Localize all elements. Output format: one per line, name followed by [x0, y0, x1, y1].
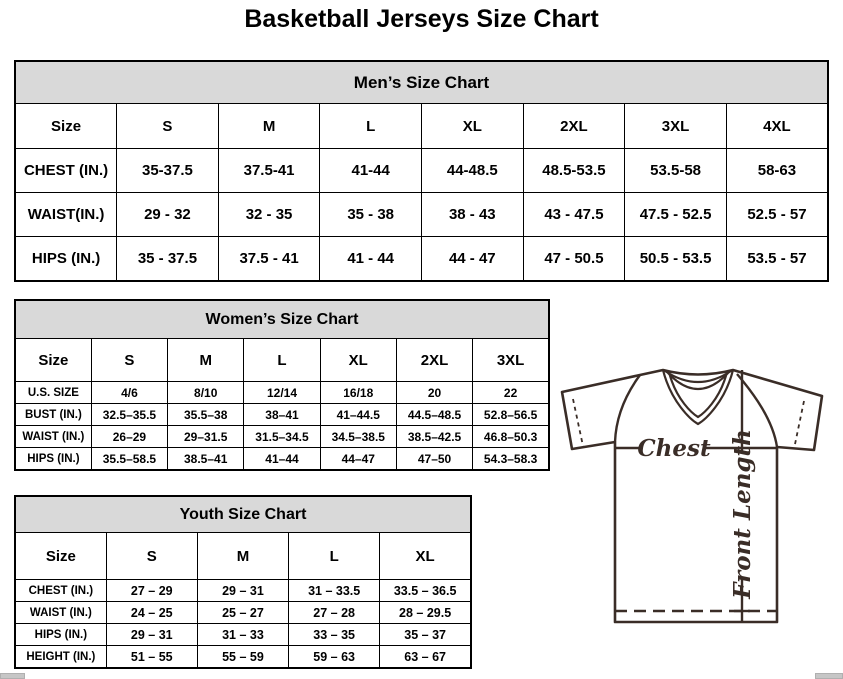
size-value: 16/18 [320, 382, 396, 404]
mens-size-chart-table [14, 60, 829, 282]
row-label: WAIST (IN.) [15, 602, 106, 624]
column-header: M [218, 104, 320, 149]
chart-title: Youth Size Chart [15, 496, 471, 533]
size-value: 59 – 63 [289, 646, 380, 669]
row-label: WAIST(IN.) [15, 193, 117, 237]
page-title: Basketball Jerseys Size Chart [244, 5, 599, 33]
column-header: XL [380, 533, 471, 580]
column-header-row [15, 339, 549, 382]
table-row [15, 149, 828, 193]
size-value: 44 - 47 [422, 237, 524, 282]
size-value: 29–31.5 [168, 426, 244, 448]
jersey-outline-shape [562, 370, 822, 622]
front-length-label: Front Length [729, 429, 756, 599]
size-value: 51 – 55 [106, 646, 197, 669]
size-value: 29 – 31 [106, 624, 197, 646]
size-value: 47.5 - 52.5 [625, 193, 727, 237]
column-header: S [91, 339, 167, 382]
table-row [15, 426, 549, 448]
size-value: 54.3–58.3 [473, 448, 549, 471]
youth-size-chart-table [14, 495, 472, 669]
size-value: 52.5 - 57 [726, 193, 828, 237]
size-value: 32.5–35.5 [91, 404, 167, 426]
column-header: M [168, 339, 244, 382]
size-value: 37.5 - 41 [218, 237, 320, 282]
size-value: 63 – 67 [380, 646, 471, 669]
row-label: U.S. SIZE [15, 382, 91, 404]
size-value: 35 - 38 [320, 193, 422, 237]
chest-label: Chest [637, 435, 711, 462]
size-value: 25 – 27 [197, 602, 288, 624]
womens-size-chart-table [14, 299, 550, 471]
row-label: CHEST (IN.) [15, 149, 117, 193]
column-header: 3XL [473, 339, 549, 382]
table-row [15, 602, 471, 624]
column-header: 4XL [726, 104, 828, 149]
size-value: 26–29 [91, 426, 167, 448]
size-value: 4/6 [91, 382, 167, 404]
table-row [15, 382, 549, 404]
size-value: 53.5 - 57 [726, 237, 828, 282]
size-value: 41-44 [320, 149, 422, 193]
size-value: 27 – 29 [106, 580, 197, 602]
row-label: HIPS (IN.) [15, 237, 117, 282]
column-header: XL [320, 339, 396, 382]
size-value: 50.5 - 53.5 [625, 237, 727, 282]
column-header: L [320, 104, 422, 149]
row-label: CHEST (IN.) [15, 580, 106, 602]
size-value: 38 - 43 [422, 193, 524, 237]
size-value: 24 – 25 [106, 602, 197, 624]
row-label: HEIGHT (IN.) [15, 646, 106, 669]
table-row [15, 580, 471, 602]
row-label: HIPS (IN.) [15, 448, 91, 471]
size-value: 43 - 47.5 [523, 193, 625, 237]
size-value: 48.5-53.5 [523, 149, 625, 193]
size-value: 33.5 – 36.5 [380, 580, 471, 602]
column-header: 3XL [625, 104, 727, 149]
size-value: 52.8–56.5 [473, 404, 549, 426]
size-value: 22 [473, 382, 549, 404]
horizontal-scrollbar-left-segment[interactable] [0, 673, 25, 679]
size-value: 27 – 28 [289, 602, 380, 624]
size-value: 44–47 [320, 448, 396, 471]
size-value: 37.5-41 [218, 149, 320, 193]
column-header: Size [15, 339, 91, 382]
size-value: 32 - 35 [218, 193, 320, 237]
column-header: S [106, 533, 197, 580]
column-header: S [117, 104, 219, 149]
chart-title: Women’s Size Chart [15, 300, 549, 339]
column-header: L [244, 339, 320, 382]
table-row [15, 448, 549, 471]
table-row [15, 237, 828, 282]
row-label: WAIST (IN.) [15, 426, 91, 448]
size-value: 31 – 33 [197, 624, 288, 646]
size-value: 31.5–34.5 [244, 426, 320, 448]
size-value: 12/14 [244, 382, 320, 404]
column-header: Size [15, 533, 106, 580]
chart-title: Men’s Size Chart [15, 61, 828, 104]
size-value: 28 – 29.5 [380, 602, 471, 624]
table-row [15, 404, 549, 426]
size-value: 46.8–50.3 [473, 426, 549, 448]
size-value: 8/10 [168, 382, 244, 404]
size-value: 29 – 31 [197, 580, 288, 602]
column-header: 2XL [523, 104, 625, 149]
size-value: 47 - 50.5 [523, 237, 625, 282]
size-value: 44.5–48.5 [396, 404, 472, 426]
size-value: 44-48.5 [422, 149, 524, 193]
size-value: 41–44 [244, 448, 320, 471]
size-value: 35-37.5 [117, 149, 219, 193]
size-value: 35.5–38 [168, 404, 244, 426]
size-value: 31 – 33.5 [289, 580, 380, 602]
size-value: 47–50 [396, 448, 472, 471]
size-value: 38.5–41 [168, 448, 244, 471]
size-value: 29 - 32 [117, 193, 219, 237]
table-row [15, 193, 828, 237]
size-value: 53.5-58 [625, 149, 727, 193]
horizontal-scrollbar-right-segment[interactable] [815, 673, 843, 679]
size-value: 35.5–58.5 [91, 448, 167, 471]
table-row [15, 646, 471, 669]
size-value: 33 – 35 [289, 624, 380, 646]
row-label: BUST (IN.) [15, 404, 91, 426]
row-label: HIPS (IN.) [15, 624, 106, 646]
jersey-measurement-diagram [552, 358, 832, 650]
size-value: 38–41 [244, 404, 320, 426]
size-value: 41 - 44 [320, 237, 422, 282]
size-value: 41–44.5 [320, 404, 396, 426]
column-header: XL [422, 104, 524, 149]
size-value: 20 [396, 382, 472, 404]
size-value: 55 – 59 [197, 646, 288, 669]
column-header-row [15, 533, 471, 580]
table-row [15, 624, 471, 646]
size-value: 35 - 37.5 [117, 237, 219, 282]
column-header: 2XL [396, 339, 472, 382]
size-value: 34.5–38.5 [320, 426, 396, 448]
column-header: L [289, 533, 380, 580]
size-value: 58-63 [726, 149, 828, 193]
size-value: 35 – 37 [380, 624, 471, 646]
column-header: Size [15, 104, 117, 149]
column-header: M [197, 533, 288, 580]
column-header-row [15, 104, 828, 149]
size-value: 38.5–42.5 [396, 426, 472, 448]
